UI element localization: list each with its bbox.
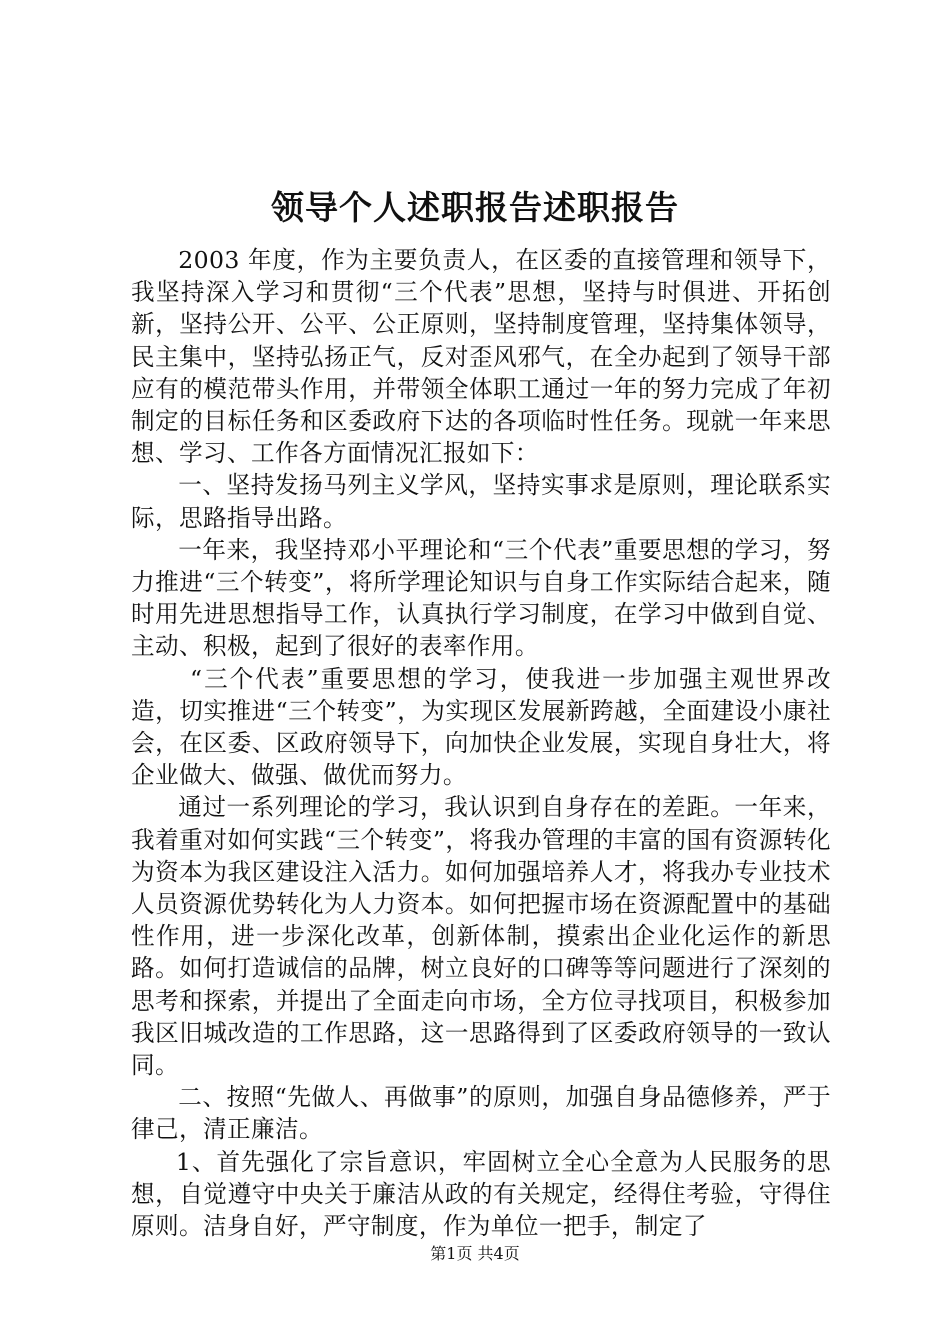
page-number-footer: 第1页 共4页 [430,1244,520,1263]
paragraph-study-theory: 一年来，我坚持邓小平理论和“三个代表”重要思想的学习，努力推进“三个转变”，将所学理论知识与自身工作实际结合起来，随时用先进思想指导工作，认真执行学习制度，在学习中做到自觉、主动、积极，起到了很好的表率作用。 [131,535,831,661]
paragraph-three-represents: “三个代表”重要思想的学习，使我进一步加强主观世界改造，切实推进“三个转变”，为实现区发展新跨越，全面建设小康社会，在区委、区政府领导下，向加快企业发展，实现自身壮大，将企业做大、做强、做优而努力。 [131,664,831,790]
paragraph-recognize-gap: 通过一系列理论的学习，我认识到自身存在的差距。一年来，我着重对如何实践“三个转变”，将我办管理的丰富的国有资源转化为资本为我区建设注入活力。如何加强培养人才，将我办专业技术人员资源优势转化为人力资本。如何把握市场在资源配置中的基础性作用，进一步深化改革，创新体制，摸索出企业化运作的新思路。如何打造诚信的品牌，树立良好的口碑等等问题进行了深刻的思考和探索，并提出了全面走向市场，全方位寻找项目，积极参加我区旧城改造的工作思路，这一思路得到了区委政府领导的一致认同。 [131,793,831,1080]
document-body [131,244,831,1242]
paragraph-item-1: 1、首先强化了宗旨意识，牢固树立全心全意为人民服务的思想，自觉遵守中央关于廉洁从政的有关规定，经得住考验，守得住原则。洁身自好，严守制度，作为单位一把手，制定了 [131,1147,831,1241]
paragraph-intro: 2003 年度，作为主要负责人，在区委的直接管理和领导下，我坚持深入学习和贯彻“三个代表”思想，坚持与时俱进、开拓创新，坚持公开、公平、公正原则，坚持制度管理，坚持集体领导，民主集中，坚持弘扬正气，反对歪风邪气，在全办起到了领导干部应有的模范带头作用，并带领全体职工通过一年的努力完成了年初制定的目标任务和区委政府下达的各项临时性任务。现就一年来思想、学习、工作各方面情况汇报如下： [131,246,831,468]
paragraph-section-1-heading: 一、坚持发扬马列主义学风，坚持实事求是原则，理论联系实际，思路指导出路。 [131,471,831,532]
paragraph-section-2-heading: 二、按照“先做人、再做事”的原则，加强自身品德修养，严于律己，清正廉洁。 [131,1083,831,1144]
document-title: 领导个人述职报告述职报告 [271,188,679,227]
